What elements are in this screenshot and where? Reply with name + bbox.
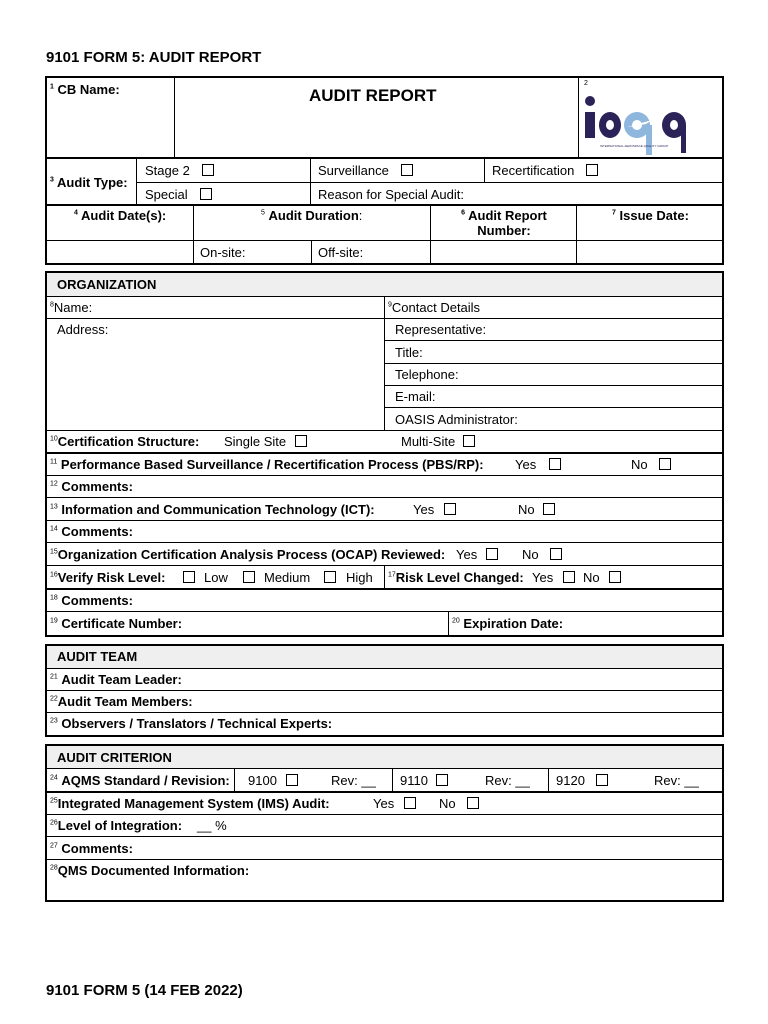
comments-14-label: $^{14}$ Comments: [50, 524, 133, 539]
divider [384, 385, 723, 386]
rev-9120-label: Rev: __ [654, 773, 699, 788]
comments-12-label: $^{12}$ Comments: [50, 479, 133, 494]
telephone-label: Telephone: [395, 367, 459, 382]
issue-date-label: $^7$ Issue Date: [612, 208, 689, 223]
divider [384, 297, 385, 431]
audit-type-label: $^3$ Audit Type: [50, 175, 128, 190]
divider [46, 452, 723, 454]
multi-site-checkbox[interactable] [463, 435, 475, 447]
divider [174, 77, 175, 158]
divider [578, 77, 579, 158]
ict-no-label: No [518, 502, 535, 517]
ocap-yes-checkbox[interactable] [486, 548, 498, 560]
observers-label: $^{23}$ Observers / Translators / Technical Experts: [50, 716, 333, 731]
logo-caption: INTERNATIONAL AEROSPACE QUALITY GROUP [600, 144, 669, 148]
risk-changed-no-checkbox[interactable] [609, 571, 621, 583]
form-title: AUDIT REPORT [309, 86, 437, 105]
ims-yes-checkbox[interactable] [404, 797, 416, 809]
ims-label: $^{25}$Integrated Management System (IMS) Audit: [50, 796, 330, 811]
divider [392, 769, 393, 791]
standard-9120-label: 9120 [556, 773, 585, 788]
integration-level-label: $^{26}$Level of Integration: [50, 818, 183, 833]
standard-9100-label: 9100 [248, 773, 277, 788]
offsite-label: Off-site: [318, 245, 364, 260]
ocap-no-checkbox[interactable] [550, 548, 562, 560]
ict-yes-checkbox[interactable] [444, 503, 456, 515]
divider [46, 690, 723, 691]
single-site-checkbox[interactable] [295, 435, 307, 447]
pbs-label: $^{11}$ Performance Based Surveillance / Recertification Process (PBS/RP): [50, 457, 484, 472]
iaqg-logo [582, 94, 692, 158]
divider [576, 205, 577, 264]
ims-yes-label: Yes [373, 796, 395, 811]
divider [448, 612, 449, 636]
divider [46, 668, 723, 669]
comments-18-label: $^{18}$ Comments: [50, 593, 133, 608]
report-number-label: $^6$ Audit Report Number: [461, 208, 547, 238]
divider [46, 611, 723, 612]
aqms-label: $^{24}$ AQMS Standard / Revision: [50, 773, 230, 788]
divider [46, 712, 723, 713]
divider [46, 542, 723, 543]
divider [384, 340, 723, 341]
address-label: Address: [57, 322, 109, 337]
standard-9110-checkbox[interactable] [436, 774, 448, 786]
logo-dot [585, 96, 595, 106]
cb-name-label: $^1$ CB Name: [50, 82, 120, 97]
recertification-checkbox[interactable] [586, 164, 598, 176]
divider [311, 241, 312, 264]
pbs-yes-label: Yes [515, 457, 537, 472]
risk-changed-yes-checkbox[interactable] [563, 571, 575, 583]
divider [384, 363, 723, 364]
expiration-date-label: $^{20}$ Expiration Date: [452, 616, 564, 631]
stage2-option [145, 163, 190, 178]
audit-duration-label: $^5$ Audit Duration: [261, 208, 363, 223]
ocap-yes-label: Yes [456, 547, 478, 562]
logo-number: 2 [584, 80, 588, 87]
criterion-header: AUDIT CRITERION [57, 750, 172, 765]
ict-no-checkbox[interactable] [543, 503, 555, 515]
cert-structure-label: $^{10}$Certification Structure: [50, 434, 200, 449]
special-label: Special [145, 187, 188, 202]
surveillance-label: Surveillance [318, 163, 389, 178]
ims-no-checkbox[interactable] [467, 797, 479, 809]
divider [46, 240, 723, 241]
risk-medium-checkbox[interactable] [243, 571, 255, 583]
audit-dates-label: $^4$ Audit Date(s): [74, 208, 167, 223]
surveillance-checkbox[interactable] [401, 164, 413, 176]
divider [136, 158, 137, 205]
integration-level-value[interactable]: __ % [197, 818, 227, 833]
ict-label: $^{13}$ Information and Communication Technology (ICT): [50, 502, 375, 517]
risk-changed-label: $^{17}$Risk Level Changed: [388, 570, 524, 585]
email-label: E-mail: [395, 389, 436, 404]
title-label: Title: [395, 345, 423, 360]
rev-9110-label: Rev: __ [485, 773, 530, 788]
divider [384, 566, 385, 588]
standard-9110-label: 9110 [400, 773, 428, 788]
oasis-label: OASIS Administrator: [395, 412, 518, 427]
divider [46, 520, 723, 521]
ict-yes-label: Yes [413, 502, 435, 517]
certificate-number-label: $^{19}$ Certificate Number: [50, 616, 183, 631]
comments-27-label: $^{27}$ Comments: [50, 841, 133, 856]
risk-level-label: $^{16}$Verify Risk Level: [50, 570, 166, 585]
team-members-label: $^{22}$Audit Team Members: [50, 694, 193, 709]
risk-high-label: High [346, 570, 373, 585]
ocap-no-label: No [522, 547, 539, 562]
risk-medium-label: Medium [264, 570, 311, 585]
divider [484, 158, 485, 183]
divider [46, 588, 723, 590]
risk-changed-no-label: No [583, 570, 600, 585]
divider [234, 769, 235, 791]
divider [46, 836, 723, 837]
logo-letter-i [585, 112, 595, 138]
ims-no-label: No [439, 796, 456, 811]
rev-9100-label: Rev: __ [331, 773, 376, 788]
representative-label: Representative: [395, 322, 487, 337]
divider [310, 158, 311, 205]
divider [384, 407, 723, 408]
standard-9120-checkbox[interactable] [596, 774, 608, 786]
divider [430, 205, 431, 264]
risk-low-checkbox[interactable] [183, 571, 195, 583]
recertification-label: Recertification [492, 163, 575, 178]
special-checkbox[interactable] [200, 188, 212, 200]
pbs-no-label: No [631, 457, 648, 472]
divider [46, 204, 723, 206]
standard-9100-checkbox[interactable] [286, 774, 298, 786]
divider [193, 205, 194, 264]
single-site-label: Single Site [224, 434, 287, 449]
stage2-checkbox[interactable] [202, 164, 214, 176]
qms-documented-label: $^{28}$QMS Documented Information: [50, 863, 250, 878]
stage2-label: Stage 2 [145, 163, 190, 178]
divider [46, 475, 723, 476]
multi-site-label: Multi-Site [401, 434, 456, 449]
divider [46, 768, 723, 769]
onsite-label: On-site: [200, 245, 246, 260]
document-footer: 9101 FORM 5 (14 FEB 2022) [46, 982, 243, 999]
pbs-yes-checkbox[interactable] [549, 458, 561, 470]
divider [136, 182, 723, 183]
organization-header: ORGANIZATION [57, 277, 157, 292]
risk-low-label: Low [204, 570, 228, 585]
reason-special-label: Reason for Special Audit: [318, 187, 464, 202]
audit-team-header: AUDIT TEAM [57, 649, 138, 664]
divider [46, 859, 723, 860]
risk-high-checkbox[interactable] [324, 571, 336, 583]
divider [46, 497, 723, 498]
org-name-label: $^8$Name: [50, 300, 93, 315]
ocap-label: $^{15}$Organization Certification Analysis Process (OCAP) Reviewed: [50, 547, 446, 562]
risk-changed-yes-label: Yes [532, 570, 554, 585]
team-leader-label: $^{21}$ Audit Team Leader: [50, 672, 182, 687]
divider [46, 791, 723, 793]
divider [46, 814, 723, 815]
pbs-no-checkbox[interactable] [659, 458, 671, 470]
contact-details-label: $^9$Contact Details [388, 300, 481, 315]
document-header: 9101 FORM 5: AUDIT REPORT [46, 49, 262, 66]
divider [548, 769, 549, 791]
